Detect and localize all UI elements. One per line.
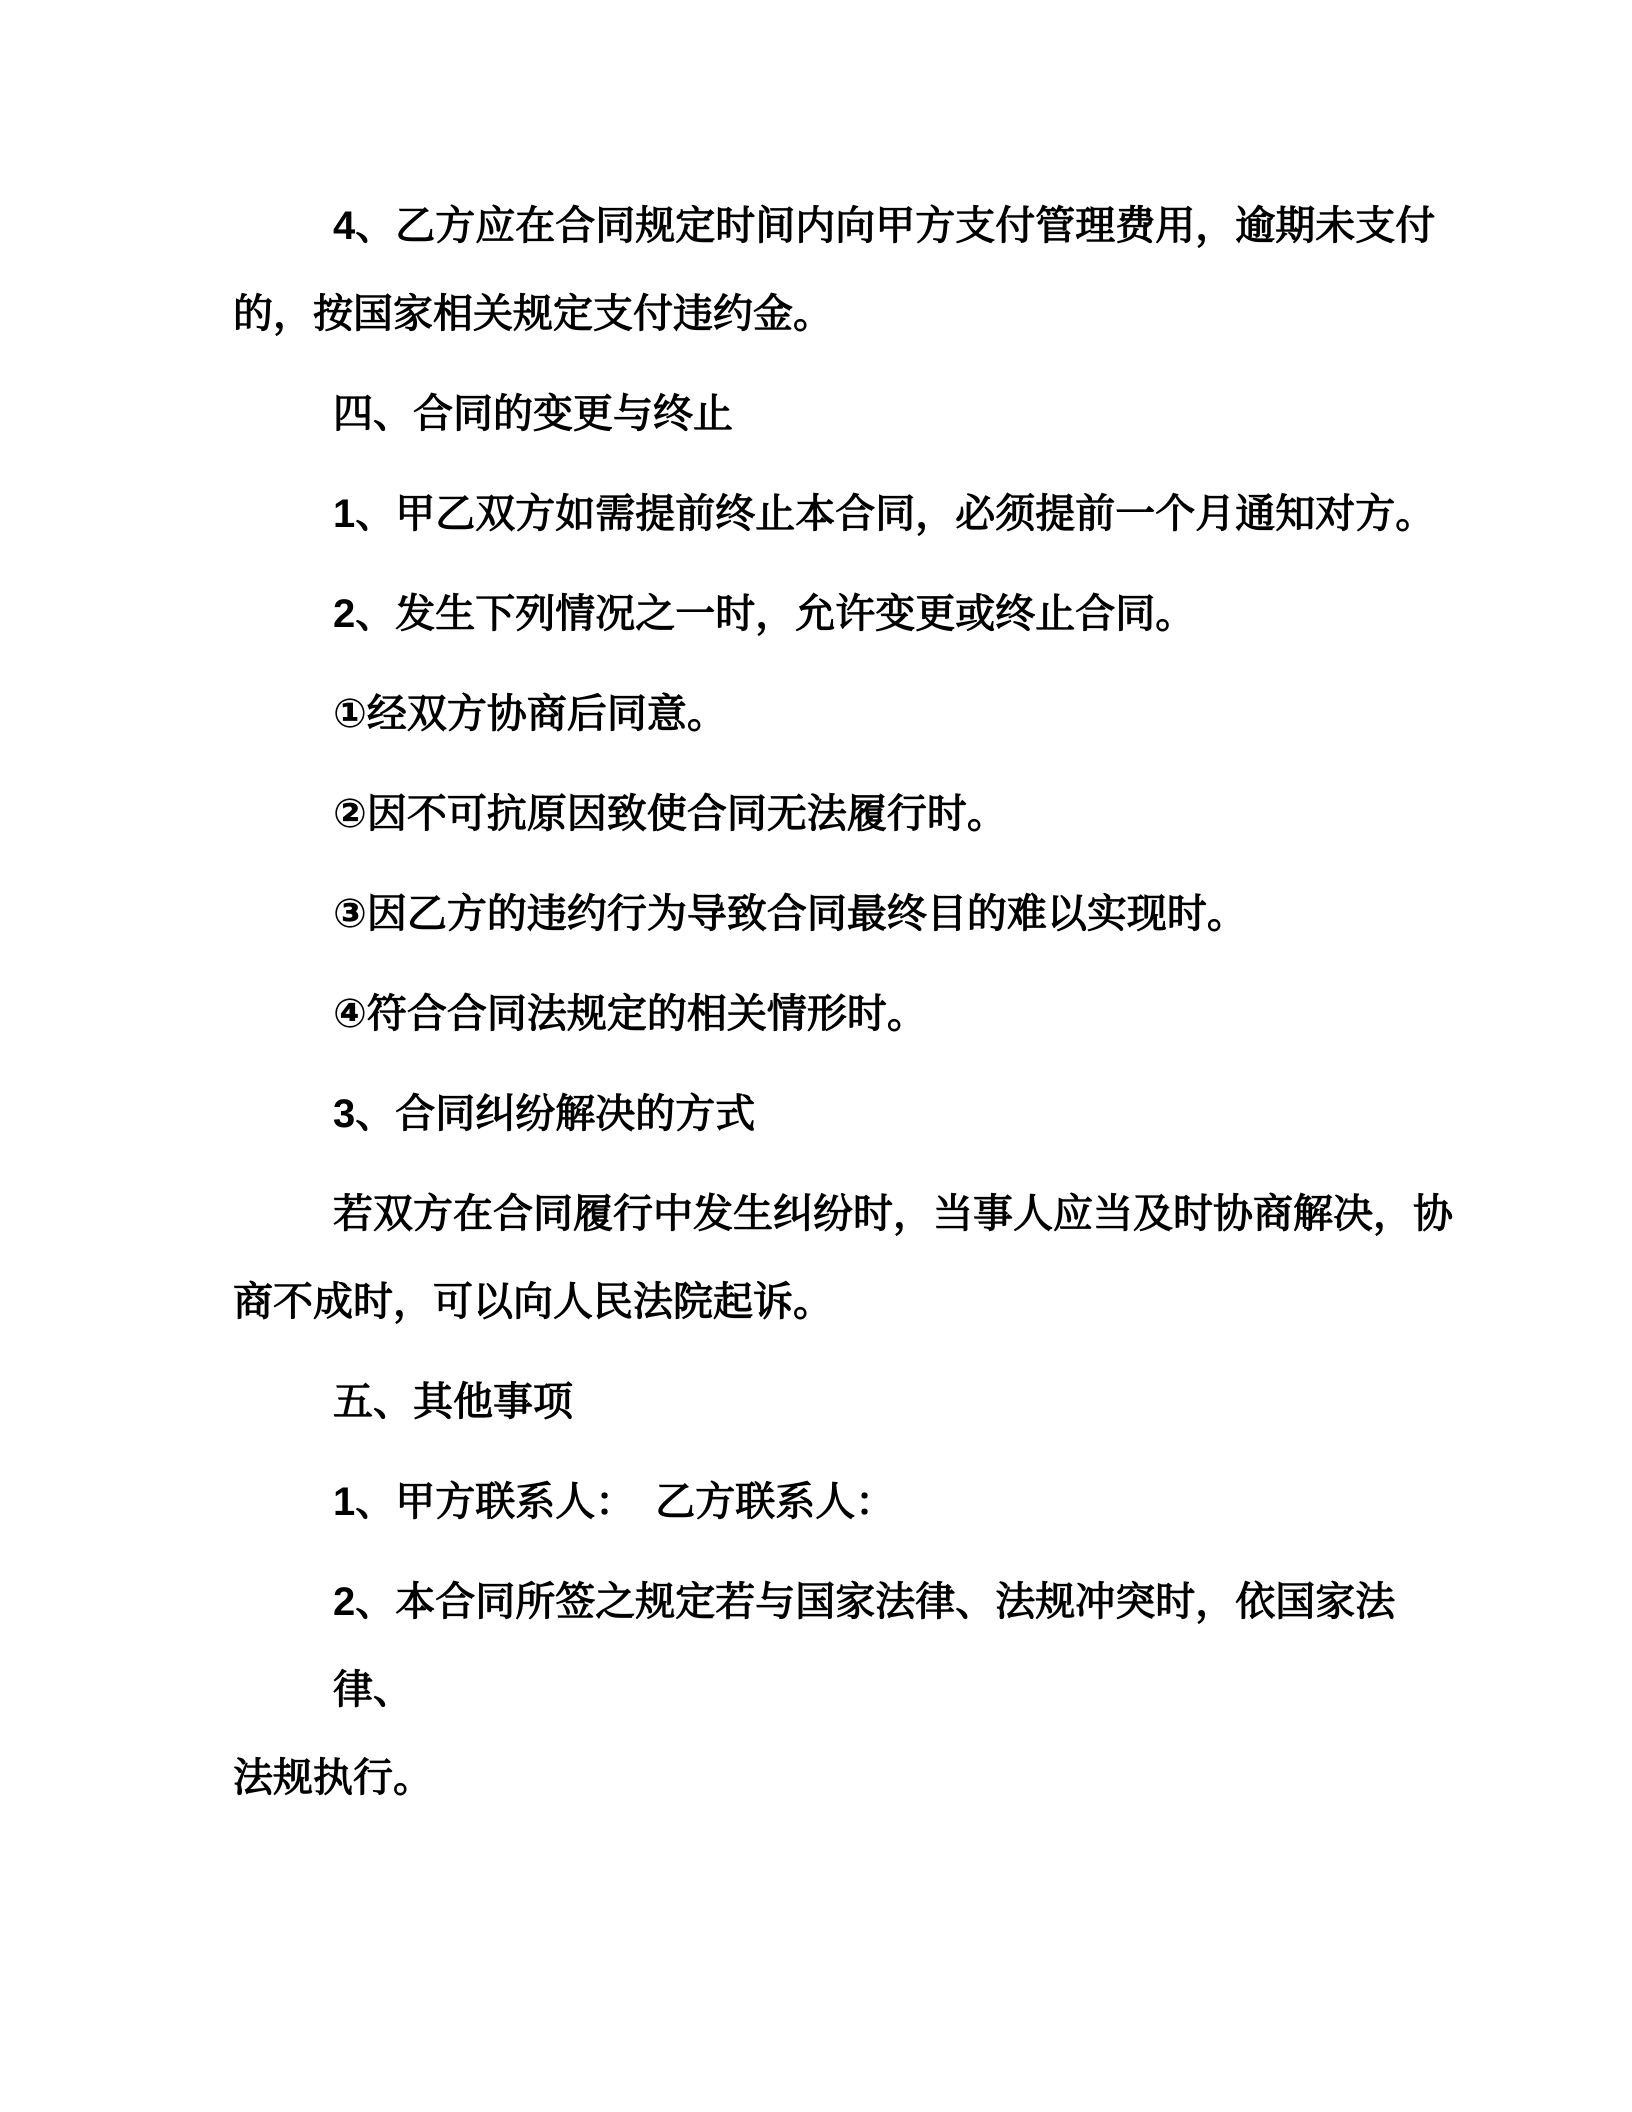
- paragraph: [233, 182, 1473, 358]
- paragraph: [233, 570, 1473, 658]
- paragraph: [233, 870, 1473, 958]
- text-line: ①经双方协商后同意。: [333, 692, 727, 736]
- text-line: 法规执行。: [233, 1756, 433, 1800]
- paragraph: [233, 970, 1473, 1058]
- text-line: 的，按国家相关规定支付违约金。: [233, 292, 833, 336]
- text-line: 四、合同的变更与终止: [333, 392, 733, 436]
- paragraph: [233, 370, 1473, 458]
- text-line: 1、甲方联系人： 乙方联系人：: [333, 1480, 896, 1524]
- text-line: 2、发生下列情况之一时，允许变更或终止合同。: [333, 592, 1196, 636]
- text-line: ④符合合同法规定的相关情形时。: [333, 992, 927, 1036]
- text-line: ②因不可抗原因致使合同无法履行时。: [333, 792, 1007, 836]
- text-line: 1、甲乙双方如需提前终止本合同，必须提前一个月通知对方。: [333, 492, 1436, 536]
- paragraph: [233, 1558, 1473, 1822]
- text-line: 商不成时，可以向人民法院起诉。: [233, 1280, 833, 1324]
- paragraph: [233, 1458, 1473, 1546]
- contract-text-block: [233, 182, 1473, 1834]
- paragraph: [233, 1070, 1473, 1158]
- text-line: 4、乙方应在合同规定时间内向甲方支付管理费用，逾期未支付: [333, 204, 1436, 248]
- text-line: 五、其他事项: [333, 1380, 573, 1424]
- text-line: 3、合同纠纷解决的方式: [333, 1092, 756, 1136]
- text-line: 2、本合同所签之规定若与国家法律、法规冲突时，依国家法律、: [333, 1580, 1396, 1712]
- paragraph: [233, 770, 1473, 858]
- text-line: 若双方在合同履行中发生纠纷时，当事人应当及时协商解决，协: [333, 1192, 1453, 1236]
- paragraph: [233, 1170, 1473, 1346]
- paragraph: [233, 470, 1473, 558]
- text-line: ③因乙方的违约行为导致合同最终目的难以实现时。: [333, 892, 1247, 936]
- paragraph: [233, 1358, 1473, 1446]
- paragraph: [233, 670, 1473, 758]
